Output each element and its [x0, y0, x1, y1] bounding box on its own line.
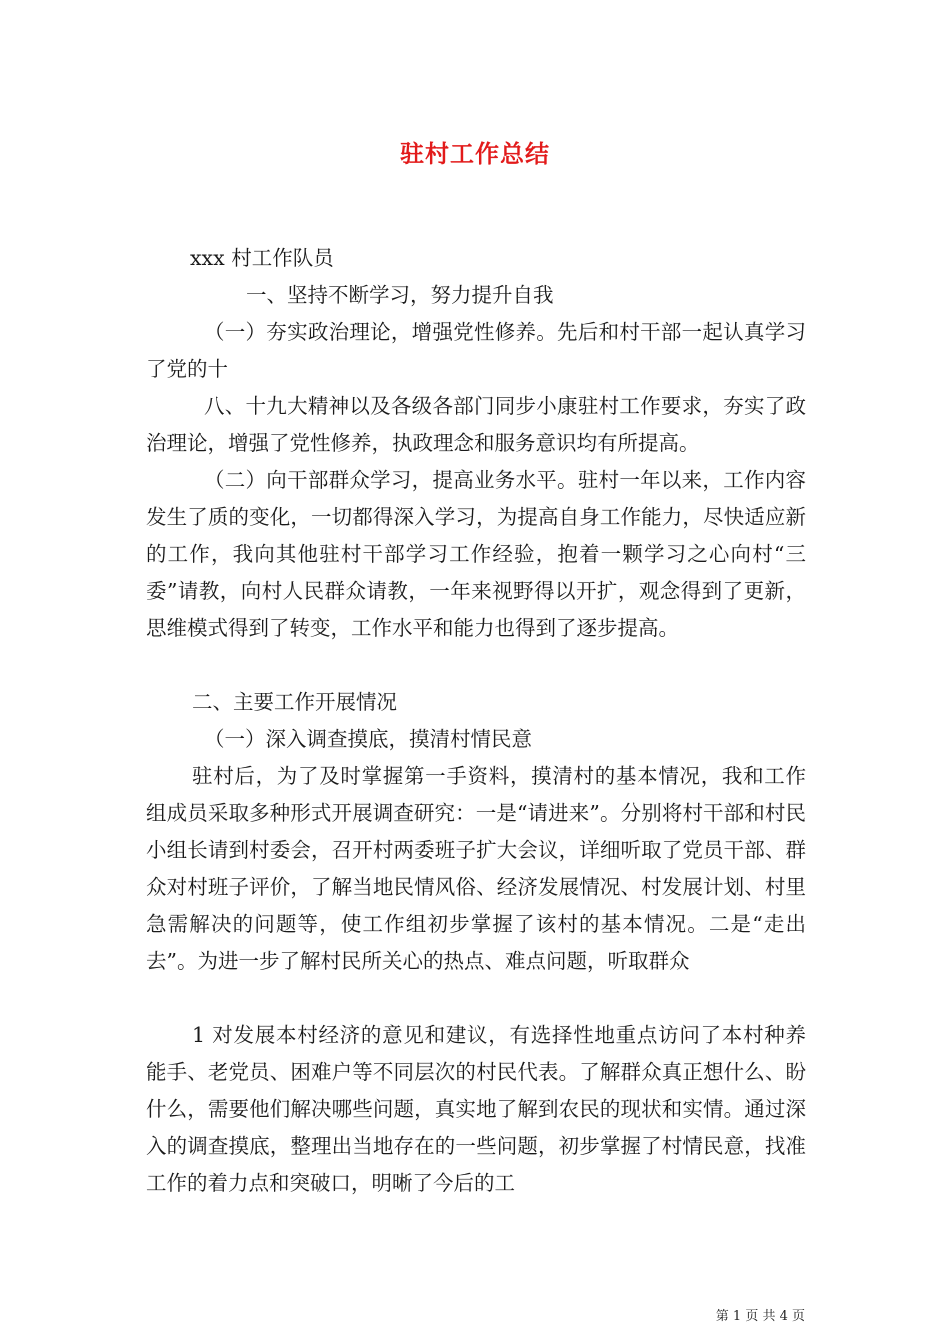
page-footer: 第 1 页 共 4 页 — [715, 1309, 805, 1324]
paragraph-4: 驻村后，为了及时掌握第一手资料，摸清村的基本情况，我和工作组成员采取多种形式开展调查研究：一是“请进来”。分别将村干部和村民小组长请到村委会，召开村两委班子扩大会议，详细听取了党员干部、群众对村班子评价，了解当地民情风俗、经济发展情况、村发展计划、村里急需解决的问题等，使工作组初步掌握了该村的基本情况。二是“走出去”。为进一步了解村民所关心的热点、难点问题，听取群众 — [146, 764, 806, 973]
paragraph-author: xxx 村工作队员 — [190, 246, 334, 270]
paragraph-heading-1: 一、坚持不断学习，努力提升自我 — [246, 283, 554, 307]
paragraph-2: 八、十九大精神以及各级各部门同步小康驻村工作要求，夯实了政治理论，增强了党性修养，执政理念和服务意识均有所提高。 — [146, 394, 806, 455]
paragraph-5: 1 对发展本村经济的意见和建议，有选择性地重点访问了本村种养能手、老党员、困难户等不同层次的村民代表。了解群众真正想什么、盼什么，需要他们解决哪些问题，真实地了解到农民的现状和实情。通过深入的调查摸底，整理出当地存在的一些问题，初步掌握了村情民意，找准工作的着力点和突破口，明晰了今后的工 — [146, 1023, 806, 1195]
paragraph-3: （二）向干部群众学习，提高业务水平。驻村一年以来，工作内容发生了质的变化，一切都得深入学习，为提高自身工作能力，尽快适应新的工作，我向其他驻村干部学习工作经验，抱着一颗学习之心向村“三委”请教，向村人民群众请教，一年来视野得以开扩，观念得到了更新，思维模式得到了转变，工作水平和能力也得到了逐步提高。 — [146, 468, 806, 640]
document-title: 驻村工作总结 — [400, 140, 550, 168]
paragraph-heading-2: 二、主要工作开展情况 — [192, 690, 397, 714]
paragraph-subheading: （一）深入调查摸底，摸清村情民意 — [204, 727, 532, 751]
paragraph-1: （一）夯实政治理论，增强党性修养。先后和村干部一起认真学习了党的十 — [146, 320, 806, 381]
